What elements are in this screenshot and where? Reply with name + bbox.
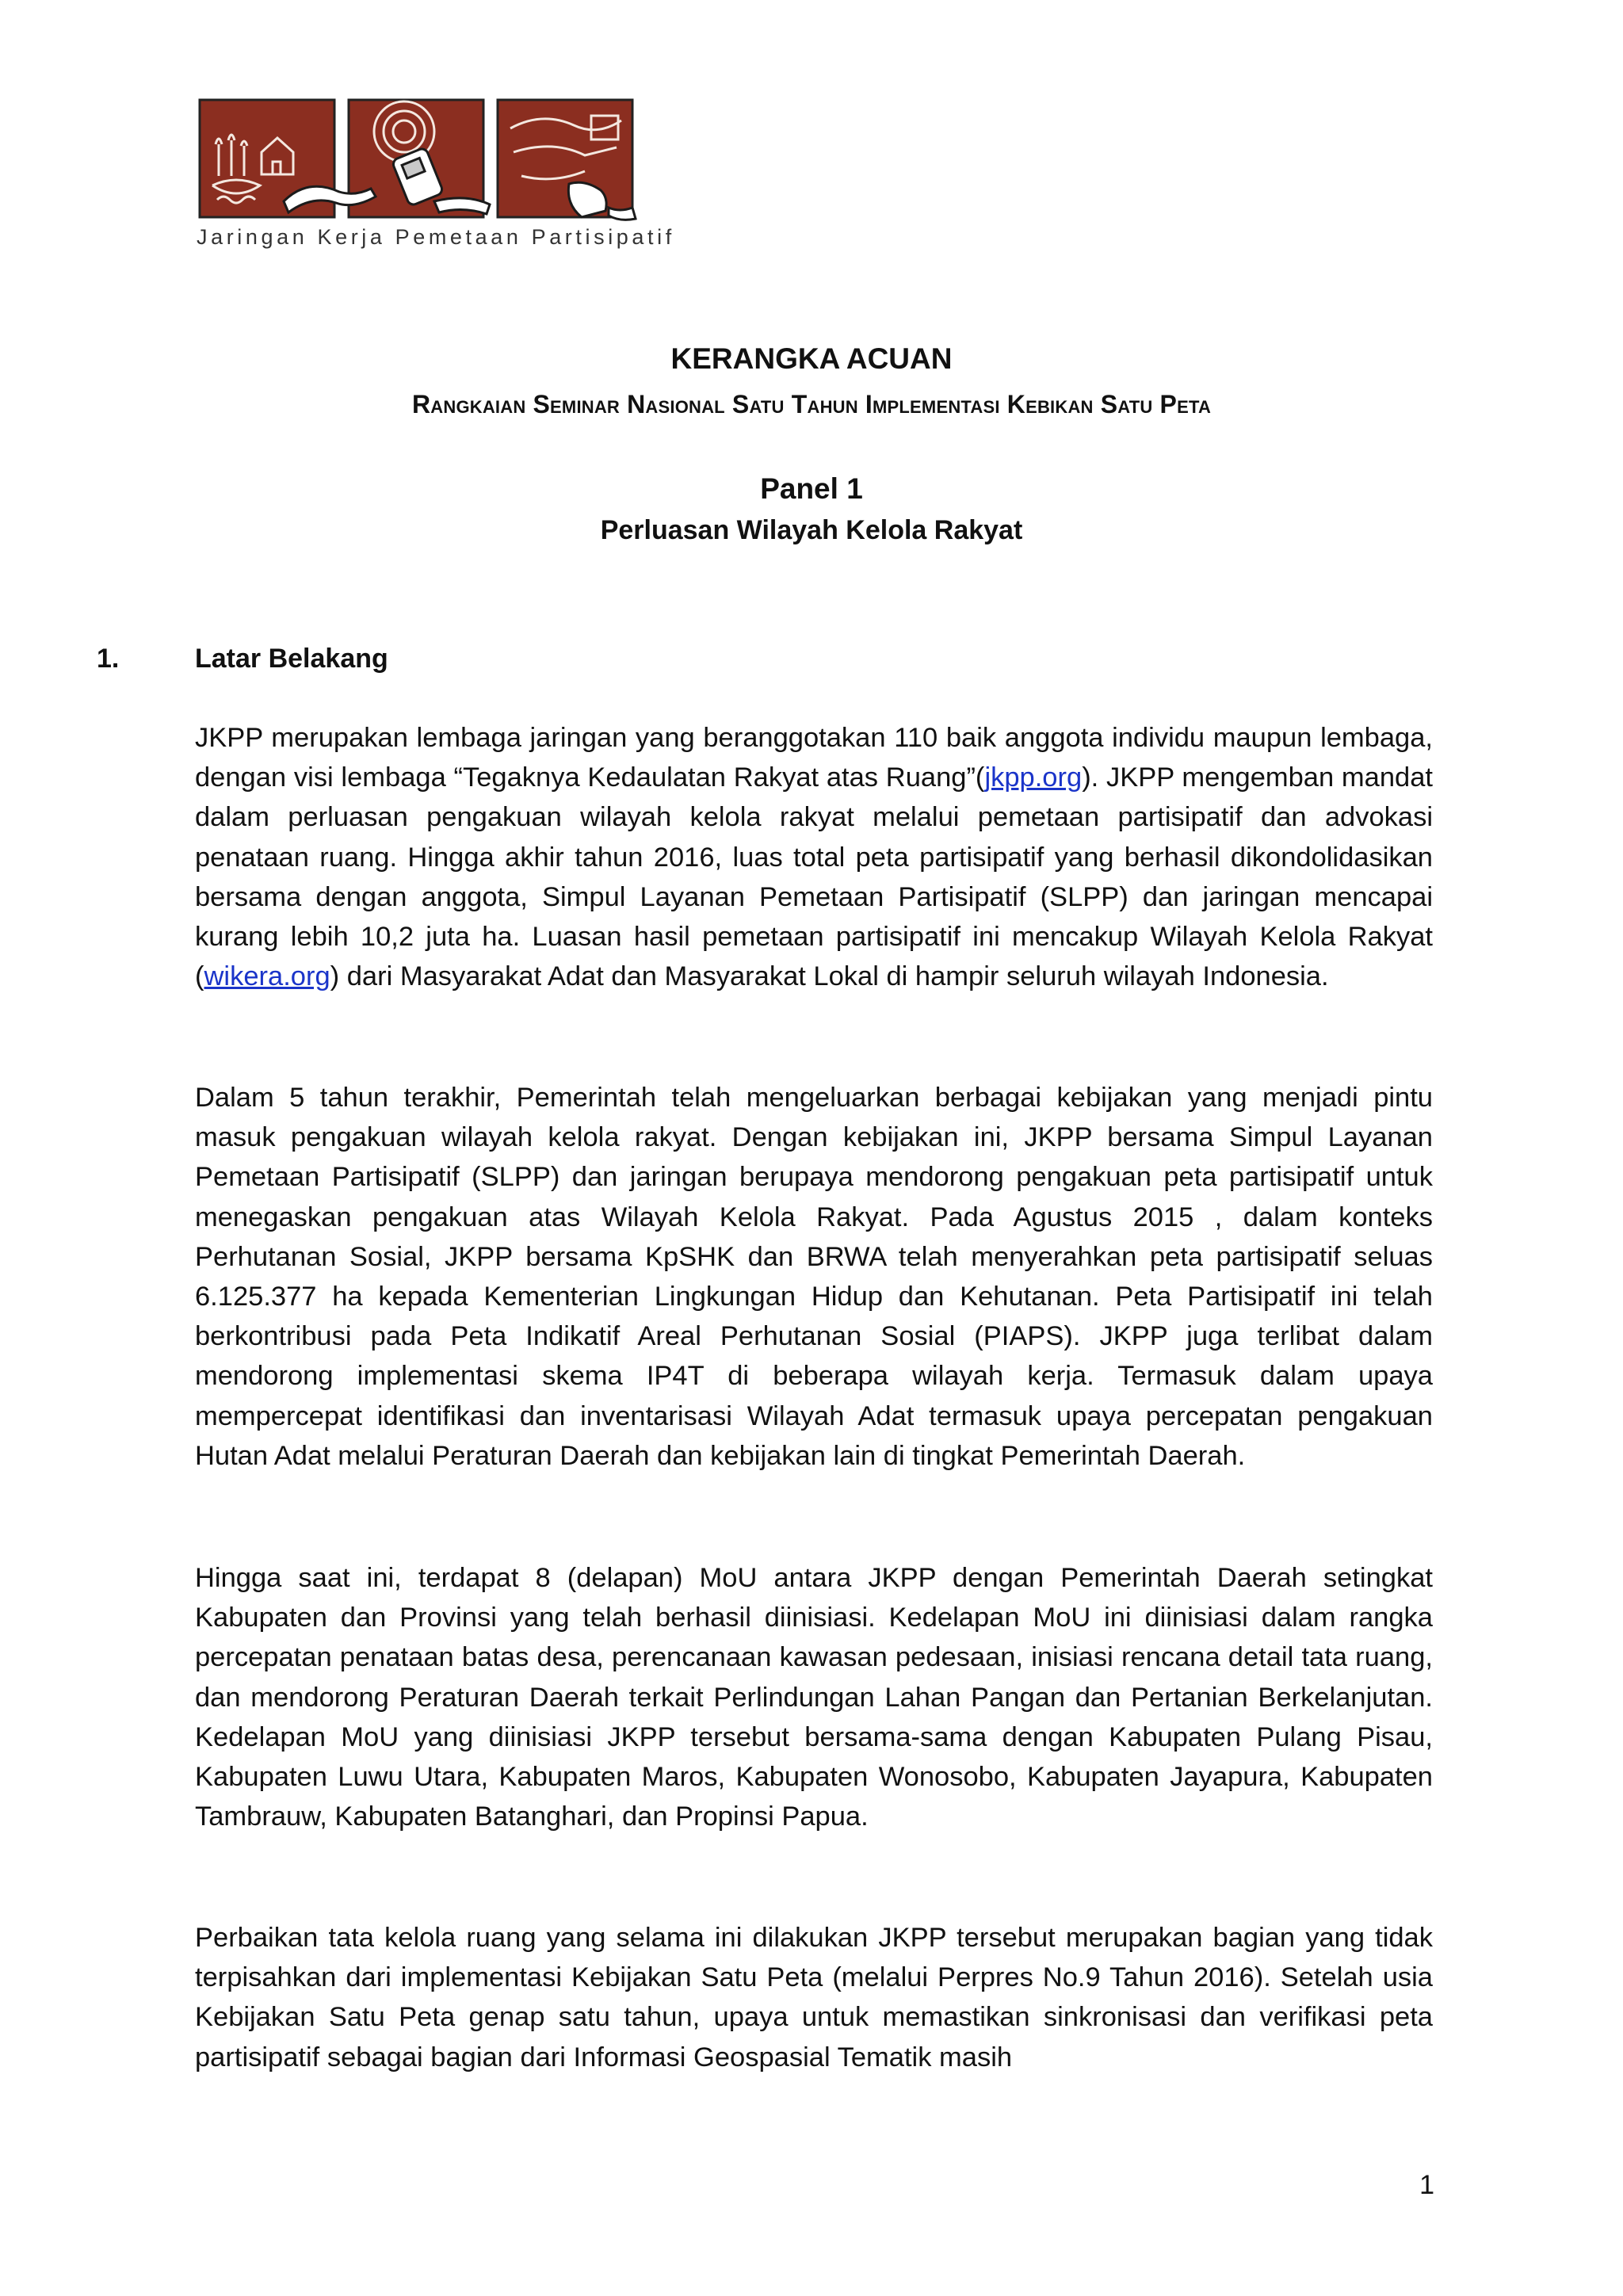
panel-subtitle: Perluasan Wilayah Kelola Rakyat bbox=[600, 515, 1023, 545]
paragraph-1-part-b: ). JKPP mengemban mandat dalam perluasan pengakuan wilayah kelola rakyat melalui pemetaan partisipatif dan advokasi penataan ruang. Hingga akhir tahun 2016, luas total peta partisipatif yang berhasil dikondolidasikan bersama dengan anggota, Simpul Layanan Pemetaan Partisipatif (SLPP) dan jaringan mencapai kurang lebih 10,2 juta ha. Luasan hasil pemetaan partisipatif ini mencakup Wilayah Kelola Rakyat ( bbox=[195, 762, 1433, 992]
paragraph-2: Dalam 5 tahun terakhir, Pemerintah telah mengeluarkan berbagai kebijakan yang menjadi pintu masuk pengakuan wilayah kelola rakyat. Dengan kebijakan ini, JKPP bersama Simpul Layanan Pemetaan Partisipatif (SLPP) dan jaringan berupaya mendorong pengakuan peta partisipatif untuk menegaskan pengakuan atas Wilayah Kelola Rakyat. Pada Agustus 2015 , dalam konteks Perhutanan Sosial, JKPP bersama KpSHK dan BRWA telah menyerahkan peta partisipatif seluas 6.125.377 ha kepada Kementerian Lingkungan Hidup dan Kehutanan. Peta Partisipatif ini telah berkontribusi pada Peta Indikatif Areal Perhutanan Sosial (PIAPS). JKPP juga terlibat dalam mendorong implementasi skema IP4T di beberapa wilayah kerja. Termasuk dalam upaya mempercepat identifikasi dan inventarisasi Wilayah Adat termasuk upaya percepatan pengakuan Hutan Adat melalui Peraturan Daerah dan kebijakan lain di tingkat Pemerintah Daerah. bbox=[195, 1083, 1433, 1471]
wikera-link[interactable]: wikera.org bbox=[204, 961, 330, 992]
paragraph-1-part-c: ) dari Masyarakat Adat dan Masyarakat Lokal di hampir seluruh wilayah Indonesia. bbox=[330, 961, 1329, 992]
jkpp-logo bbox=[197, 97, 675, 260]
page-number: 1 bbox=[1419, 2170, 1434, 2200]
logo-tagline: Jaringan Kerja Pemetaan Partisipatif bbox=[197, 225, 675, 249]
document-title: KERANGKA ACUAN bbox=[670, 342, 953, 375]
section-heading: Latar Belakang bbox=[195, 644, 388, 674]
section-number: 1. bbox=[97, 644, 120, 674]
logo-illustration-icon bbox=[197, 97, 640, 223]
paragraph-3: Hingga saat ini, terdapat 8 (delapan) MoU antara JKPP dengan Pemerintah Daerah setingkat Kabupaten dan Provinsi yang telah berhasil diinisiasi. Kedelapan MoU ini diinisiasi dalam rangka percepatan penataan batas desa, perencanaan kawasan pedesaan, inisiasi rencana detail tata ruang, dan mendorong Peraturan Daerah terkait Perlindungan Lahan Pangan dan Pertanian Berkelanjutan. Kedelapan MoU yang diinisiasi JKPP tersebut bersama-sama dengan Kabupaten Pulang Pisau, Kabupaten Luwu Utara, Kabupaten Maros, Kabupaten Wonosobo, Kabupaten Jayapura, Kabupaten Tambrauw, Kabupaten Batanghari, dan Propinsi Papua. bbox=[195, 1563, 1433, 1832]
paragraph-1 bbox=[195, 718, 1433, 996]
panel-title: Panel 1 bbox=[760, 472, 863, 505]
jkpp-link[interactable]: jkpp.org bbox=[984, 762, 1083, 793]
paragraph-4: Perbaikan tata kelola ruang yang selama ini dilakukan JKPP tersebut merupakan bagian yang tidak terpisahkan dari implementasi Kebijakan Satu Peta (melalui Perpres No.9 Tahun 2016). Setelah usia Kebijakan Satu Peta genap satu tahun, upaya untuk memastikan sinkronisasi dan verifikasi peta partisipatif sebagai bagian dari Informasi Geospasial Tematik masih bbox=[195, 1923, 1433, 2073]
paragraph-1-part-a: JKPP merupakan lembaga jaringan yang beranggotakan 110 baik anggota individu maupun lembaga, dengan visi lembaga “Tegaknya Kedaulatan Rakyat atas Ruang”( bbox=[195, 723, 1433, 793]
document-subtitle: Rangkaian Seminar Nasional Satu Tahun Implementasi Kebikan Satu Peta bbox=[411, 390, 1212, 418]
